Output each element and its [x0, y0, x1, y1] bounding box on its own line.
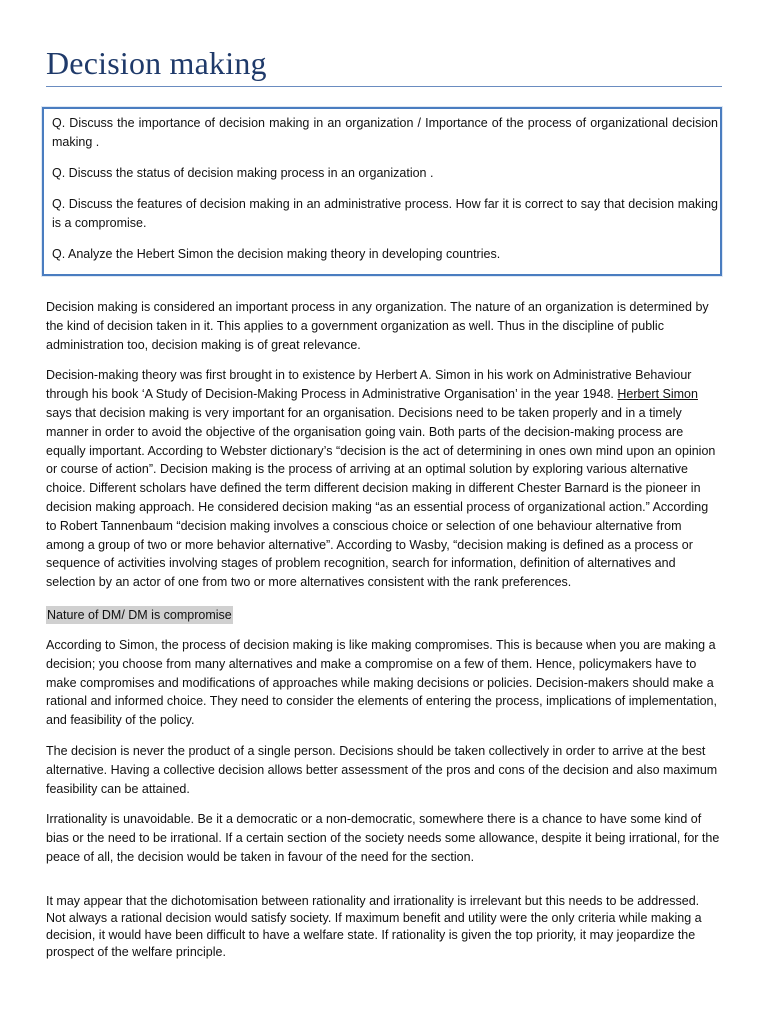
body-text [46, 298, 722, 961]
spacer [46, 879, 722, 893]
last-section [46, 893, 722, 961]
question-item: Q. Discuss the importance of decision making in an organization / Importance of the process of organizational decision making . [52, 116, 718, 149]
paragraph-compromise: According to Simon, the process of decision making is like making compromises. This is because when you are making a decision; you choose from many alternatives and make a compromise on a few of them. Hence, policymakers have to make compromises and modifications of approaches while making decisions or policies. Decision-makers should make a rational and informed choice. They need to consider the elements of entering the process, implications of implementation, and feasibility of the policy. [46, 637, 717, 728]
question-item: Q. Discuss the status of decision making process in an organization . [52, 166, 434, 180]
paragraph-intro: Decision making is considered an important process in any organization. The nature of an organization is determined by the kind of decision taken in it. This applies to a government organization as well. Thus in the discipline of public administration too, decision making is of great relevance. [46, 300, 709, 352]
herbert-simon-link[interactable]: Herbert Simon [617, 387, 698, 402]
title-divider [46, 86, 722, 87]
paragraph-theory [46, 366, 722, 592]
paragraph-irrationality: Irrationality is unavoidable. Be it a democratic or a non-democratic, somewhere there is a chance to have some kind of bias or the need to be irrational. If a certain section of the society needs some allowance, despite it being irrational, for the peace of all, the decision would be taken in favour of the need for the section. [46, 812, 720, 864]
paragraph-collective: The decision is never the product of a single person. Decisions should be taken collectively in order to arrive at the best alternative. Having a collective decision allows better assessment of the pros and cons of the decision and also maximum feasibility can be attained. [46, 743, 718, 796]
paragraph-theory-start: Decision-making theory was first brought in to existence by Herbert A. Simon in his work on Administrative Behaviour through his book ‘A Study of Decision-Making Process in Administrative Organisation’ in the year 1948. [46, 368, 692, 402]
paragraph-dichotomy: It may appear that the dichotomisation between rationality and irrationality is irrelevant but this needs to be addressed. Not always a rational decision would satisfy society. If maximum benefit and utility were the only criteria while making a decision, it would have been difficult to have a welfare state. If rationality is given the top priority, it may jeopardize the prospect of the welfare principle. [46, 893, 702, 959]
section-heading: Nature of DM/ DM is compromise [47, 607, 232, 622]
questions-box [42, 107, 722, 276]
question-item: Q. Analyze the Hebert Simon the decision making theory in developing countries. [52, 247, 501, 261]
paragraph-theory-rest: says that decision making is very important for an organisation. Decisions need to be taken properly and in a timely manner in order to avoid the objective of the organisation going vain. Both parts of the decision-making process are equally important. According to Webster dictionary’s “decision is the act of determining in ones own mind upon an opinion or course of action”. Decision making is the process of arriving at an optimal solution by exploring various alternative choice. Different scholars have defined the term different decision making in different Chester Barnard is the pioneer in decision making approach. He considered decision making “as an essential process of organizational action.” According to Robert Tannenbaum “decision making involves a conscious choice or selection of one behaviour alternative from among a group of two or more behavior alternative”. According to Wasby, “decision making is defined as a process or sequence of activities involving stages of problem recognition, search for information, definition of alternatives and selection by an actor of one from two or more alternatives consistent with the rank preferences. [46, 405, 716, 590]
page-title: Decision making [46, 45, 267, 81]
document-page [46, 0, 722, 973]
question-item: Q. Discuss the features of decision making in an administrative process. How far it is correct to say that decision making is a compromise. [52, 197, 718, 230]
